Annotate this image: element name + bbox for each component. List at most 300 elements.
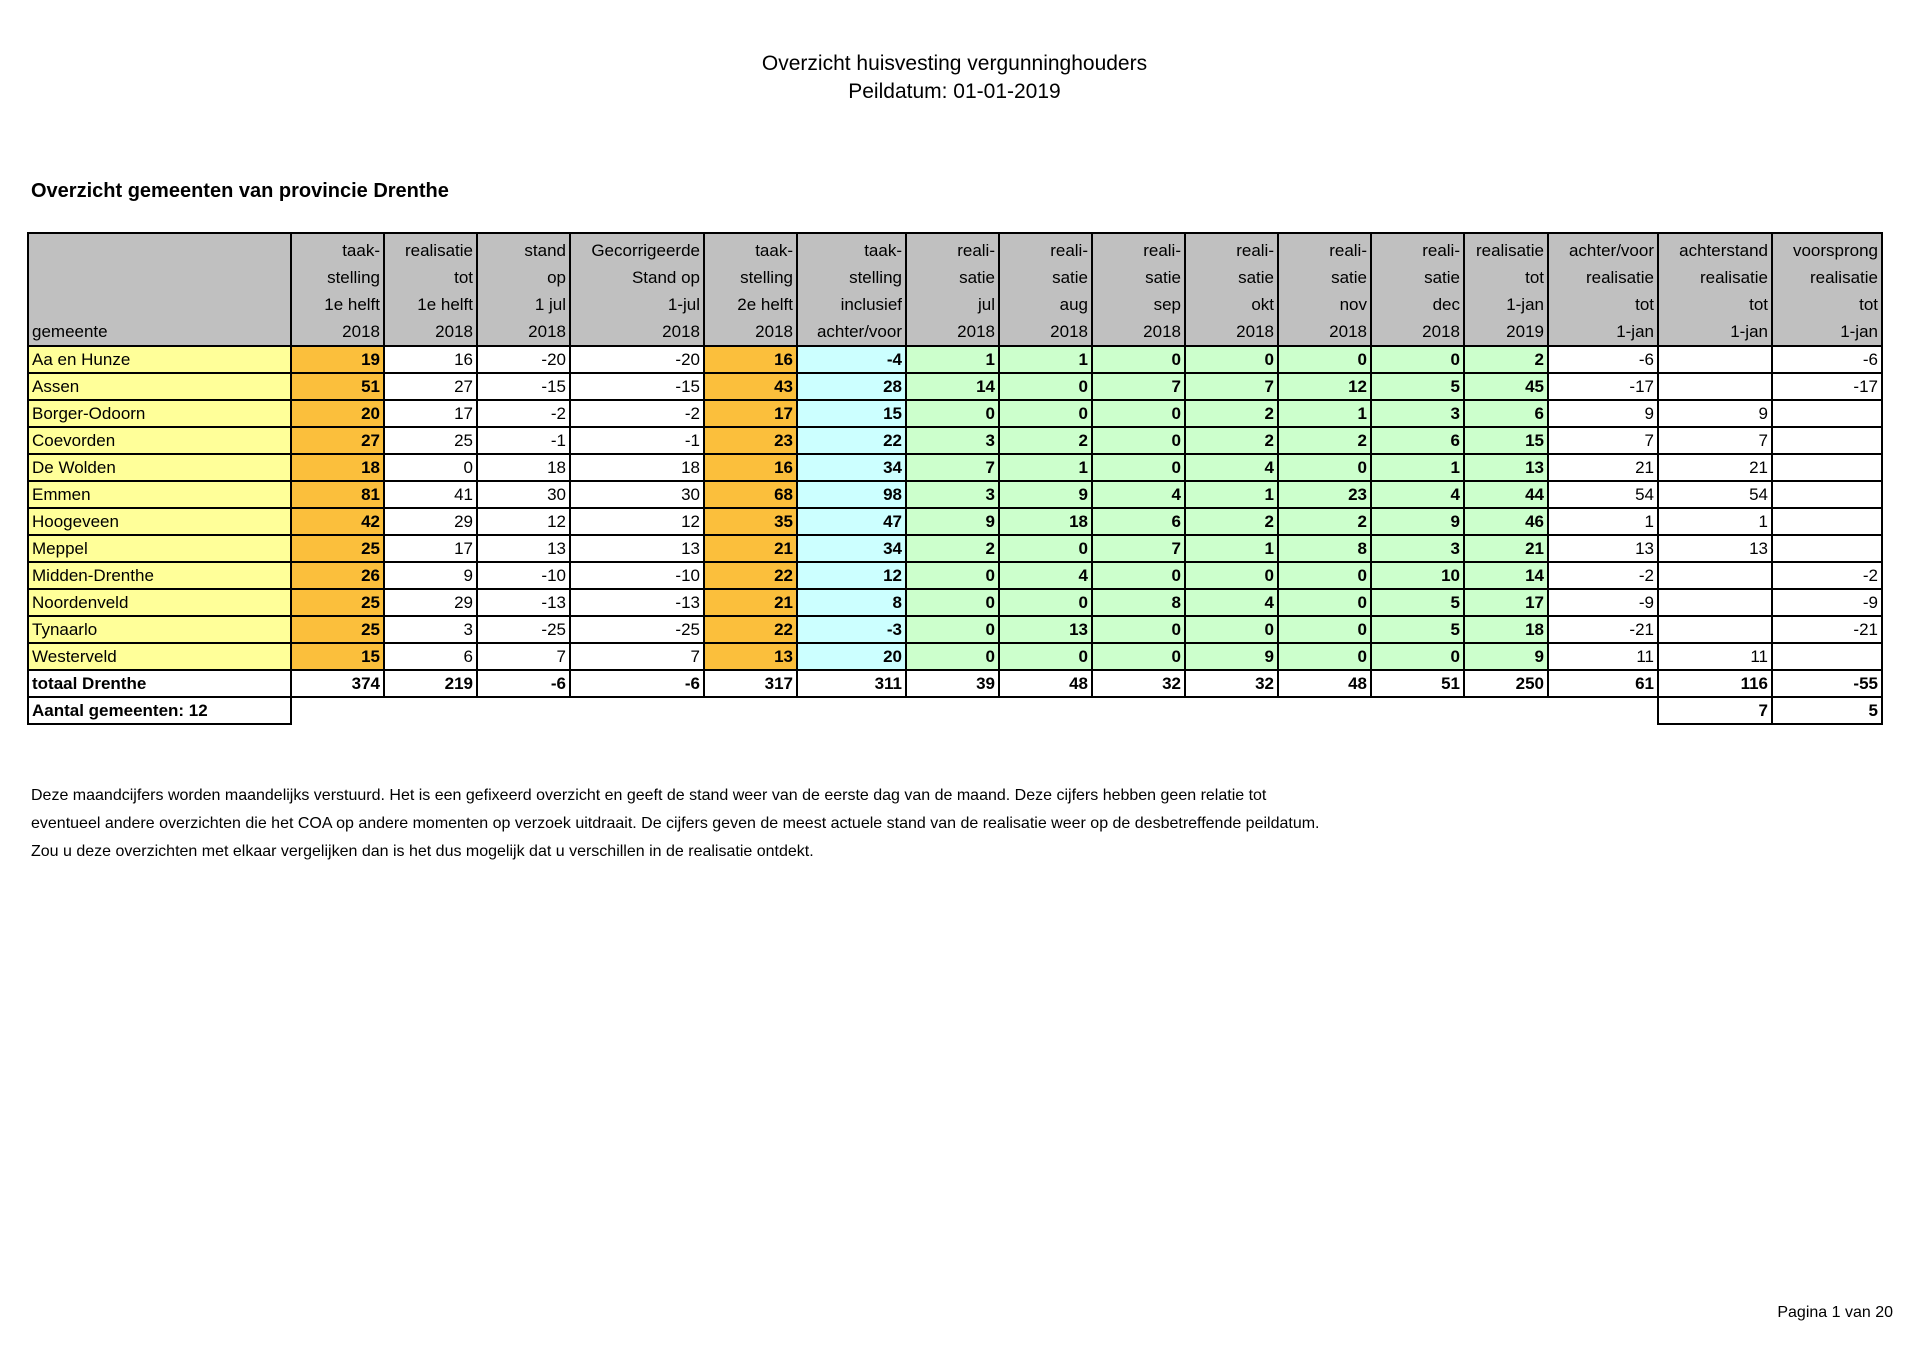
table-cell: 0 (999, 373, 1092, 400)
table-cell: 18 (570, 454, 704, 481)
header-line: tot (1859, 295, 1878, 314)
table-cell: 0 (1185, 562, 1278, 589)
table-cell: -10 (477, 562, 570, 589)
table-cell: 4 (1185, 589, 1278, 616)
total-cell: 374 (291, 670, 384, 697)
table-cell (1658, 589, 1772, 616)
header-line: Stand op (631, 268, 700, 287)
table-cell: 14 (906, 373, 999, 400)
table-cell: 0 (906, 589, 999, 616)
table-cell: -13 (570, 589, 704, 616)
total-cell: 48 (1278, 670, 1371, 697)
table-cell: 1 (999, 454, 1092, 481)
header-line: tot (1525, 268, 1544, 287)
table-cell: 3 (1371, 535, 1464, 562)
section-title: Overzicht gemeenten van provincie Drenthe (31, 180, 449, 202)
column-header (1548, 233, 1658, 346)
municipality-name: Emmen (28, 481, 291, 508)
table-cell: 30 (477, 481, 570, 508)
column-header (1464, 233, 1548, 346)
header-line: stelling (849, 268, 902, 287)
header-line: 2018 (435, 322, 473, 341)
table-cell: 9 (999, 481, 1092, 508)
header-line: 1e helft (324, 295, 380, 314)
table-cell: 16 (704, 346, 797, 373)
total-row (28, 670, 1882, 697)
table-cell: 9 (1185, 643, 1278, 670)
header-line: sep (1153, 295, 1181, 314)
table-cell: 25 (384, 427, 477, 454)
header-line: 2018 (1422, 322, 1460, 341)
table-cell (1658, 616, 1772, 643)
table-cell: 13 (1548, 535, 1658, 562)
header-line: 1 jul (534, 295, 566, 314)
report-title: Overzicht huisvesting vergunninghouders (761, 52, 1148, 75)
table-cell: 1 (1548, 508, 1658, 535)
table-cell: 0 (1092, 454, 1185, 481)
header-line (32, 237, 287, 264)
table-cell (1772, 481, 1882, 508)
table-cell: 16 (704, 454, 797, 481)
table-row (28, 481, 1882, 508)
table-cell: -2 (1772, 562, 1882, 589)
header-line: 2018 (1329, 322, 1367, 341)
header-line: 2019 (1506, 322, 1544, 341)
header-line: taak- (342, 241, 380, 260)
total-label: totaal Drenthe (28, 670, 291, 697)
table-cell: 0 (1092, 643, 1185, 670)
municipality-name: Borger-Odoorn (28, 400, 291, 427)
table-cell: 0 (1278, 346, 1371, 373)
table-header-row (28, 233, 1882, 346)
header-line: realisatie (404, 241, 473, 260)
header-line: 2018 (1050, 322, 1088, 341)
achterstand-count: 7 (1658, 697, 1772, 724)
table-cell: 10 (1371, 562, 1464, 589)
table-cell: 0 (906, 562, 999, 589)
header-line: achter/voor (1568, 241, 1654, 260)
header-line: 2018 (662, 322, 700, 341)
header-line: reali- (957, 241, 995, 260)
table-cell: 0 (1278, 643, 1371, 670)
municipality-name: Aa en Hunze (28, 346, 291, 373)
header-line: reali- (1422, 241, 1460, 260)
header-line: stelling (740, 268, 793, 287)
table-cell: 21 (1658, 454, 1772, 481)
table-cell: -25 (570, 616, 704, 643)
table-cell: 14 (1464, 562, 1548, 589)
table-cell: -2 (1548, 562, 1658, 589)
table-cell: 15 (291, 643, 384, 670)
table-cell: 0 (906, 400, 999, 427)
total-cell: 116 (1658, 670, 1772, 697)
municipality-name: Tynaarlo (28, 616, 291, 643)
total-cell: 219 (384, 670, 477, 697)
column-header (906, 233, 999, 346)
header-line: 2018 (1143, 322, 1181, 341)
table-cell: 7 (477, 643, 570, 670)
table-cell: -3 (797, 616, 906, 643)
table-cell: 18 (291, 454, 384, 481)
table-cell: 6 (1092, 508, 1185, 535)
header-line: achterstand (1679, 241, 1768, 260)
header-line: 1-jan (1840, 322, 1878, 341)
table-cell: 3 (906, 481, 999, 508)
table-cell: 27 (384, 373, 477, 400)
table-cell: 0 (1092, 616, 1185, 643)
table-row (28, 454, 1882, 481)
table-cell: 22 (704, 562, 797, 589)
table-cell: 18 (999, 508, 1092, 535)
table-cell: -25 (477, 616, 570, 643)
header-line: 1-jan (1730, 322, 1768, 341)
table-cell: 0 (906, 616, 999, 643)
table-cell: 29 (384, 508, 477, 535)
page-number: Pagina 1 van 20 (1777, 1304, 1893, 1321)
table-cell: 0 (384, 454, 477, 481)
table-cell: 46 (1464, 508, 1548, 535)
header-line: satie (1052, 268, 1088, 287)
header-line: satie (1238, 268, 1274, 287)
total-cell: -6 (477, 670, 570, 697)
municipality-name: Assen (28, 373, 291, 400)
table-cell: -21 (1772, 616, 1882, 643)
table-cell: 51 (291, 373, 384, 400)
header-line: realisatie (1809, 268, 1878, 287)
header-line: dec (1432, 295, 1460, 314)
table-cell (1772, 508, 1882, 535)
table-cell: -6 (1772, 346, 1882, 373)
table-cell: 3 (1371, 400, 1464, 427)
table-cell: 22 (704, 616, 797, 643)
header-line: 1-jan (1506, 295, 1544, 314)
table-cell: 1 (1371, 454, 1464, 481)
table-cell: 7 (1548, 427, 1658, 454)
table-cell: 2 (1278, 427, 1371, 454)
table-cell: 13 (570, 535, 704, 562)
header-line: satie (1331, 268, 1367, 287)
table-cell (1658, 346, 1772, 373)
table-cell: 11 (1658, 643, 1772, 670)
table-cell: -1 (570, 427, 704, 454)
table-cell: 9 (1548, 400, 1658, 427)
header-line: 2018 (755, 322, 793, 341)
table-cell: 34 (797, 535, 906, 562)
table-cell: 5 (1371, 589, 1464, 616)
table-cell: 0 (1278, 562, 1371, 589)
table-cell: 6 (1464, 400, 1548, 427)
table-cell: 7 (1658, 427, 1772, 454)
header-line: reali- (1236, 241, 1274, 260)
table-row (28, 508, 1882, 535)
table-cell: 45 (1464, 373, 1548, 400)
table-cell: 12 (1278, 373, 1371, 400)
table-cell: 4 (999, 562, 1092, 589)
table-cell: 0 (999, 535, 1092, 562)
table-cell: 9 (1464, 643, 1548, 670)
table-cell: 54 (1658, 481, 1772, 508)
header-line: stand (524, 241, 566, 260)
table-cell: 2 (1278, 508, 1371, 535)
table-cell: 4 (1185, 454, 1278, 481)
table-cell: 34 (797, 454, 906, 481)
table-cell: 0 (1278, 616, 1371, 643)
header-line: satie (1424, 268, 1460, 287)
table-cell: 21 (704, 535, 797, 562)
table-cell: 9 (906, 508, 999, 535)
header-line (32, 264, 287, 291)
table-cell: 0 (1371, 346, 1464, 373)
municipality-name: Westerveld (28, 643, 291, 670)
header-line: 2e helft (737, 295, 793, 314)
total-cell: 32 (1092, 670, 1185, 697)
table-cell: 3 (906, 427, 999, 454)
column-header (704, 233, 797, 346)
header-line: 2018 (342, 322, 380, 341)
municipality-name: Coevorden (28, 427, 291, 454)
table-row (28, 562, 1882, 589)
column-header (1278, 233, 1371, 346)
municipality-name: Noordenveld (28, 589, 291, 616)
report-header (0, 50, 1909, 106)
table-cell: 17 (384, 400, 477, 427)
table-cell: 43 (704, 373, 797, 400)
total-cell: 61 (1548, 670, 1658, 697)
table-cell: 81 (291, 481, 384, 508)
table-cell: 13 (704, 643, 797, 670)
table-cell: 0 (999, 589, 1092, 616)
column-header (1658, 233, 1772, 346)
table-row (28, 535, 1882, 562)
municipalities-table (27, 232, 1883, 725)
header-line: jul (977, 295, 995, 314)
table-cell (1772, 454, 1882, 481)
total-cell: -6 (570, 670, 704, 697)
table-row (28, 589, 1882, 616)
table-cell: -17 (1772, 373, 1882, 400)
column-header (291, 233, 384, 346)
table-row (28, 427, 1882, 454)
header-line: realisatie (1475, 241, 1544, 260)
column-header (1185, 233, 1278, 346)
table-cell: 1 (1185, 535, 1278, 562)
table-cell: 5 (1371, 616, 1464, 643)
header-line: satie (1145, 268, 1181, 287)
total-cell: -55 (1772, 670, 1882, 697)
table-cell: 6 (1371, 427, 1464, 454)
header-line: tot (1635, 295, 1654, 314)
column-header (1772, 233, 1882, 346)
peildatum: Peildatum: 01-01-2019 (848, 80, 1061, 103)
total-cell: 311 (797, 670, 906, 697)
table-cell: -20 (570, 346, 704, 373)
header-line: okt (1251, 295, 1274, 314)
table-cell: 0 (999, 400, 1092, 427)
header-line: 2018 (528, 322, 566, 341)
table-cell: -10 (570, 562, 704, 589)
table-cell: 13 (477, 535, 570, 562)
table-cell: 4 (1371, 481, 1464, 508)
header-line: op (547, 268, 566, 287)
count-row (28, 697, 1882, 724)
municipality-name: Meppel (28, 535, 291, 562)
table-cell: 8 (797, 589, 906, 616)
table-cell: 8 (1092, 589, 1185, 616)
table-cell: -17 (1548, 373, 1658, 400)
table-cell: -9 (1548, 589, 1658, 616)
table-row (28, 346, 1882, 373)
table-cell (1658, 373, 1772, 400)
table-cell: 0 (1278, 589, 1371, 616)
table-cell: -1 (477, 427, 570, 454)
column-header (1092, 233, 1185, 346)
header-line: reali- (1329, 241, 1367, 260)
total-cell: 48 (999, 670, 1092, 697)
total-cell: 250 (1464, 670, 1548, 697)
table-cell: 9 (384, 562, 477, 589)
table-cell: 1 (906, 346, 999, 373)
table-cell: 1 (1278, 400, 1371, 427)
table-cell: 0 (999, 643, 1092, 670)
count-row-spacer (291, 697, 1658, 724)
table-cell: 2 (1185, 508, 1278, 535)
table-cell: 0 (1092, 346, 1185, 373)
header-line: 2018 (957, 322, 995, 341)
table-cell: 2 (1185, 400, 1278, 427)
table-cell: 41 (384, 481, 477, 508)
table-row (28, 373, 1882, 400)
header-line: tot (1749, 295, 1768, 314)
table-cell: 0 (1278, 454, 1371, 481)
table-cell: 2 (1185, 427, 1278, 454)
table-cell: 27 (291, 427, 384, 454)
table-cell: 13 (1464, 454, 1548, 481)
total-cell: 51 (1371, 670, 1464, 697)
voorsprong-count: 5 (1772, 697, 1882, 724)
table-cell: 44 (1464, 481, 1548, 508)
column-header-gemeente (28, 233, 291, 346)
table-cell: 17 (704, 400, 797, 427)
footnote: Deze maandcijfers worden maandelijks verstuurd. Het is een gefixeerd overzicht en geeft de stand weer van de eerste dag van de maand. Deze cijfers hebben geen relatie tot eventueel andere overzichten die het COA op andere momenten op verzoek uitdraait. De cijfers geven de meest actuele stand van de realisatie weer op de desbetreffende peildatum. Zou u deze overzichten met elkaar vergelijken dan is het dus mogelijk dat u verschillen in de realisatie ontdekt. (31, 787, 1320, 860)
table-cell: 23 (704, 427, 797, 454)
table-cell: 2 (999, 427, 1092, 454)
table-cell: 54 (1548, 481, 1658, 508)
header-line: realisatie (1699, 268, 1768, 287)
header-line: Gecorrigeerde (591, 241, 700, 260)
table-cell: 16 (384, 346, 477, 373)
table-cell: 20 (291, 400, 384, 427)
table-cell: -15 (570, 373, 704, 400)
table-cell: 0 (906, 643, 999, 670)
table-cell: 7 (1092, 535, 1185, 562)
header-line: voorsprong (1792, 241, 1878, 260)
table-cell (1772, 643, 1882, 670)
header-line: 1-jan (1616, 322, 1654, 341)
table-cell: 9 (1371, 508, 1464, 535)
table-row (28, 400, 1882, 427)
table-row (28, 616, 1882, 643)
table-cell: 7 (906, 454, 999, 481)
column-header (384, 233, 477, 346)
column-header (1371, 233, 1464, 346)
table-cell: 18 (477, 454, 570, 481)
table-cell: 2 (1464, 346, 1548, 373)
table-cell (1772, 535, 1882, 562)
table-cell: -13 (477, 589, 570, 616)
header-line: tot (454, 268, 473, 287)
column-header (797, 233, 906, 346)
table-cell: 21 (1464, 535, 1548, 562)
table-cell: 2 (906, 535, 999, 562)
table-cell: -20 (477, 346, 570, 373)
table-cell: 1 (999, 346, 1092, 373)
table-cell: 47 (797, 508, 906, 535)
table-cell: 7 (1185, 373, 1278, 400)
table-cell: 4 (1092, 481, 1185, 508)
total-cell: 317 (704, 670, 797, 697)
header-line: inclusief (840, 295, 902, 314)
table-cell: 15 (797, 400, 906, 427)
table-cell (1772, 427, 1882, 454)
table-cell: 12 (797, 562, 906, 589)
table-cell: 25 (291, 535, 384, 562)
table-cell: 26 (291, 562, 384, 589)
table-cell: 18 (1464, 616, 1548, 643)
table-cell: 25 (291, 589, 384, 616)
header-line: gemeente (32, 322, 108, 341)
table-cell: 30 (570, 481, 704, 508)
table-cell (1772, 400, 1882, 427)
table-cell: 0 (1371, 643, 1464, 670)
header-line: satie (959, 268, 995, 287)
municipality-name: Midden-Drenthe (28, 562, 291, 589)
table-cell: 42 (291, 508, 384, 535)
table-cell: 35 (704, 508, 797, 535)
header-line: stelling (327, 268, 380, 287)
table-cell: 3 (384, 616, 477, 643)
header-line: taak- (864, 241, 902, 260)
table-cell: 29 (384, 589, 477, 616)
table-cell: 13 (999, 616, 1092, 643)
table-cell: 21 (1548, 454, 1658, 481)
table-cell: 0 (1092, 427, 1185, 454)
header-line (32, 291, 287, 318)
table-cell: -2 (477, 400, 570, 427)
table-cell: 7 (1092, 373, 1185, 400)
table-cell: -9 (1772, 589, 1882, 616)
table-cell: 12 (570, 508, 704, 535)
column-header (477, 233, 570, 346)
table-cell: 0 (1185, 346, 1278, 373)
table-cell: 0 (1092, 400, 1185, 427)
header-line: aug (1059, 295, 1088, 314)
table-cell: -21 (1548, 616, 1658, 643)
table-cell: 22 (797, 427, 906, 454)
header-line: taak- (755, 241, 793, 260)
header-line: realisatie (1585, 268, 1654, 287)
table-cell: 1 (1185, 481, 1278, 508)
table-cell: -4 (797, 346, 906, 373)
municipality-name: Hoogeveen (28, 508, 291, 535)
municipality-name: De Wolden (28, 454, 291, 481)
table-cell: 68 (704, 481, 797, 508)
table-cell: 12 (477, 508, 570, 535)
header-line: 2018 (1236, 322, 1274, 341)
table-cell: 5 (1371, 373, 1464, 400)
table-cell: 25 (291, 616, 384, 643)
table-cell: 19 (291, 346, 384, 373)
header-line: nov (1339, 295, 1367, 314)
